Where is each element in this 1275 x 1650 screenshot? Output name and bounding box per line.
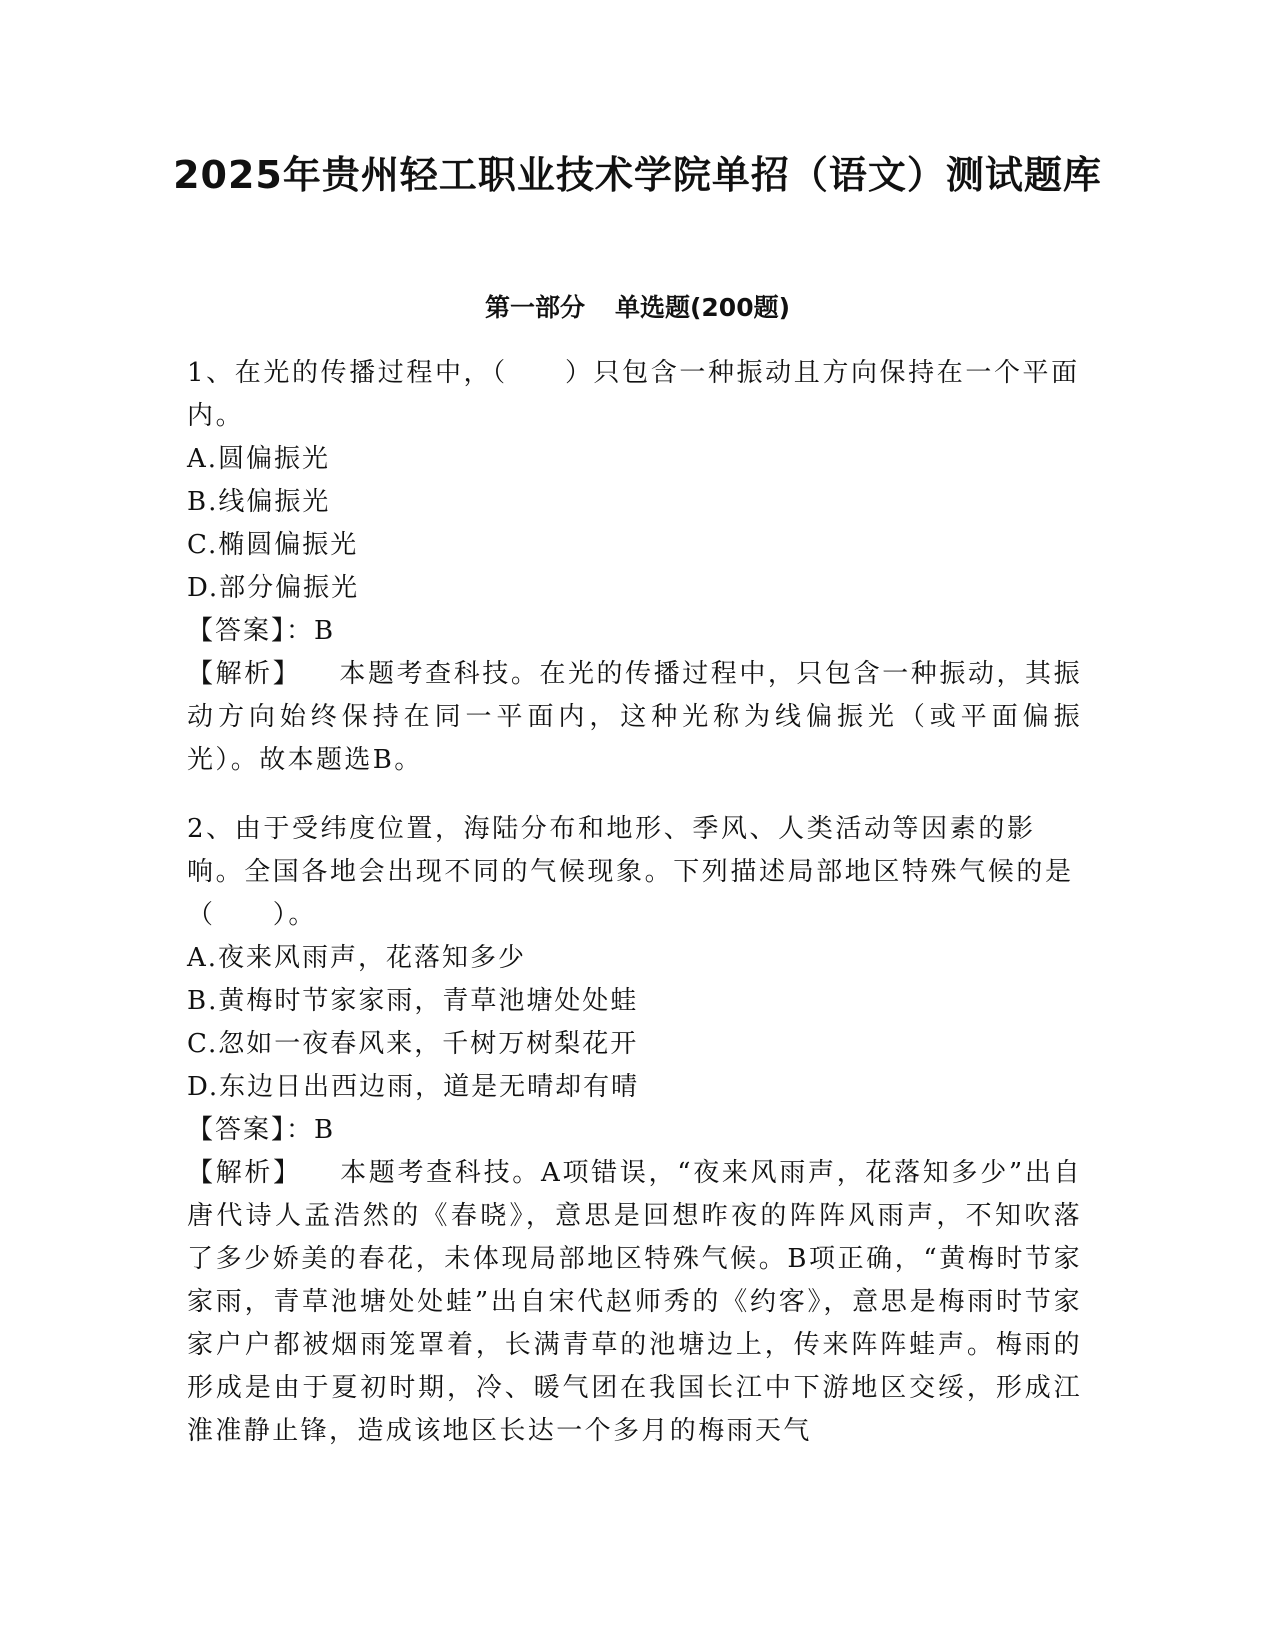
document-title: 2025年贵州轻工职业技术学院单招（语文）测试题库: [173, 153, 1102, 197]
analysis-paragraph: [187, 653, 1082, 782]
analysis-label: 【解析】: [187, 659, 302, 689]
section-name: 单选题(200题): [614, 293, 791, 322]
question-1: [187, 352, 1082, 782]
option-c: C.忽如一夜春风来，千树万树梨花开: [187, 1029, 639, 1059]
question-2: [187, 808, 1082, 1453]
option-a: A.夜来风雨声，花落知多少: [187, 943, 527, 973]
question-stem: 1、在光的传播过程中，（ ）只包含一种振动且方向保持在一个平面内。: [187, 358, 1080, 431]
section-part: 第一部分: [484, 293, 585, 322]
analysis-text: 本题考查科技。A项错误，“夜来风雨声，花落知多少”出自唐代诗人孟浩然的《春晓》，意思是回想昨夜的阵阵风雨声，不知吹落了多少娇美的春花，未体现局部地区特殊气候。B项正确，“黄梅时节家家雨，青草池塘处处蛙”出自宋代赵师秀的《约客》，意思是梅雨时节家家户户都被烟雨笼罩着，长满青草的池塘边上，传来阵阵蛙声。梅雨的形成是由于夏初时期，冷、暖气团在我国长江中下游地区交绥，形成江淮准静止锋，造成该地区长达一个多月的梅雨天气: [187, 1158, 1082, 1446]
option-a: A.圆偏振光: [187, 444, 331, 474]
section-heading: [0, 290, 1275, 326]
question-stem: 2、由于受纬度位置，海陆分布和地形、季风、人类活动等因素的影响。全国各地会出现不同的气候现象。下列描述局部地区特殊气候的是（ ）。: [187, 814, 1074, 930]
answer-line: 【答案】：B: [187, 616, 336, 646]
option-d: D.东边日出西边雨，道是无晴却有晴: [187, 1072, 640, 1102]
option-b: B.线偏振光: [187, 487, 331, 517]
option-b: B.黄梅时节家家雨，青草池塘处处蛙: [187, 986, 639, 1016]
analysis-label: 【解析】: [187, 1158, 302, 1188]
option-c: C.椭圆偏振光: [187, 530, 359, 560]
analysis-paragraph: [187, 1152, 1082, 1453]
answer-line: 【答案】：B: [187, 1115, 336, 1145]
option-d: D.部分偏振光: [187, 573, 360, 603]
analysis-text: 本题考查科技。在光的传播过程中，只包含一种振动，其振动方向始终保持在同一平面内，这种光称为线偏振光（或平面偏振光）。故本题选B。: [187, 659, 1082, 775]
